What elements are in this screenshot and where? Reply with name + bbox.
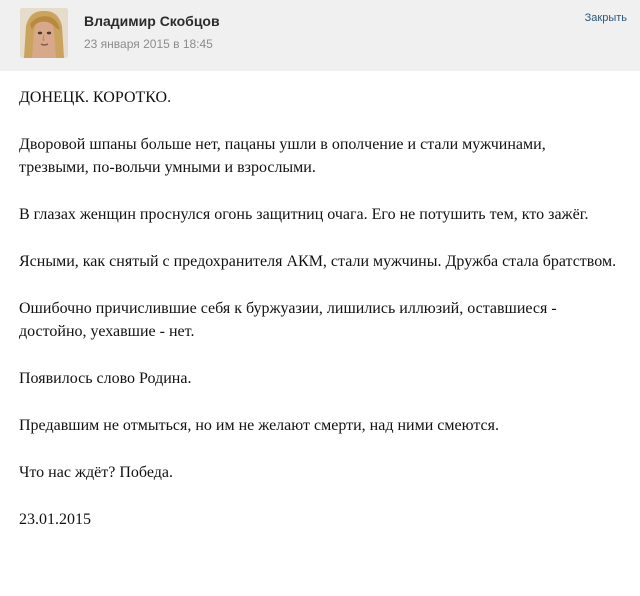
avatar-photo (20, 8, 68, 58)
post-date[interactable]: 23 января 2015 в 18:45 (84, 37, 213, 51)
post-paragraph: Дворовой шпаны больше нет, пацаны ушли в ополчение и стали мужчинами, трезвыми, по-вольчи умными и взрослыми. (19, 136, 546, 176)
post-paragraph: Появилось слово Родина. (19, 370, 192, 387)
post-paragraph: Ясными, как снятый с предохранителя АКМ, стали мужчины. Дружба стала братством. (19, 253, 617, 270)
post-signature-date: 23.01.2015 (19, 511, 91, 528)
post-paragraph: В глазах женщин проснулся огонь защитниц очага. Его не потушить тем, кто зажёг. (19, 206, 589, 223)
author-name[interactable]: Владимир Скобцов (84, 13, 220, 29)
post-header (0, 0, 640, 71)
post-paragraph: Предавшим не отмыться, но им не желают смерти, над ними смеются. (19, 417, 500, 434)
post-text (19, 86, 619, 555)
post-paragraph: Что нас ждёт? Победа. (19, 464, 173, 481)
post-paragraph-title: ДОНЕЦК. КОРОТКО. (19, 89, 172, 106)
post-paragraph: Ошибочно причислившие себя к буржуазии, лишились иллюзий, оставшиеся - достойно, уехавшие - нет. (19, 300, 557, 340)
close-link[interactable]: Закрыть (584, 12, 627, 24)
author-avatar[interactable] (20, 8, 68, 58)
